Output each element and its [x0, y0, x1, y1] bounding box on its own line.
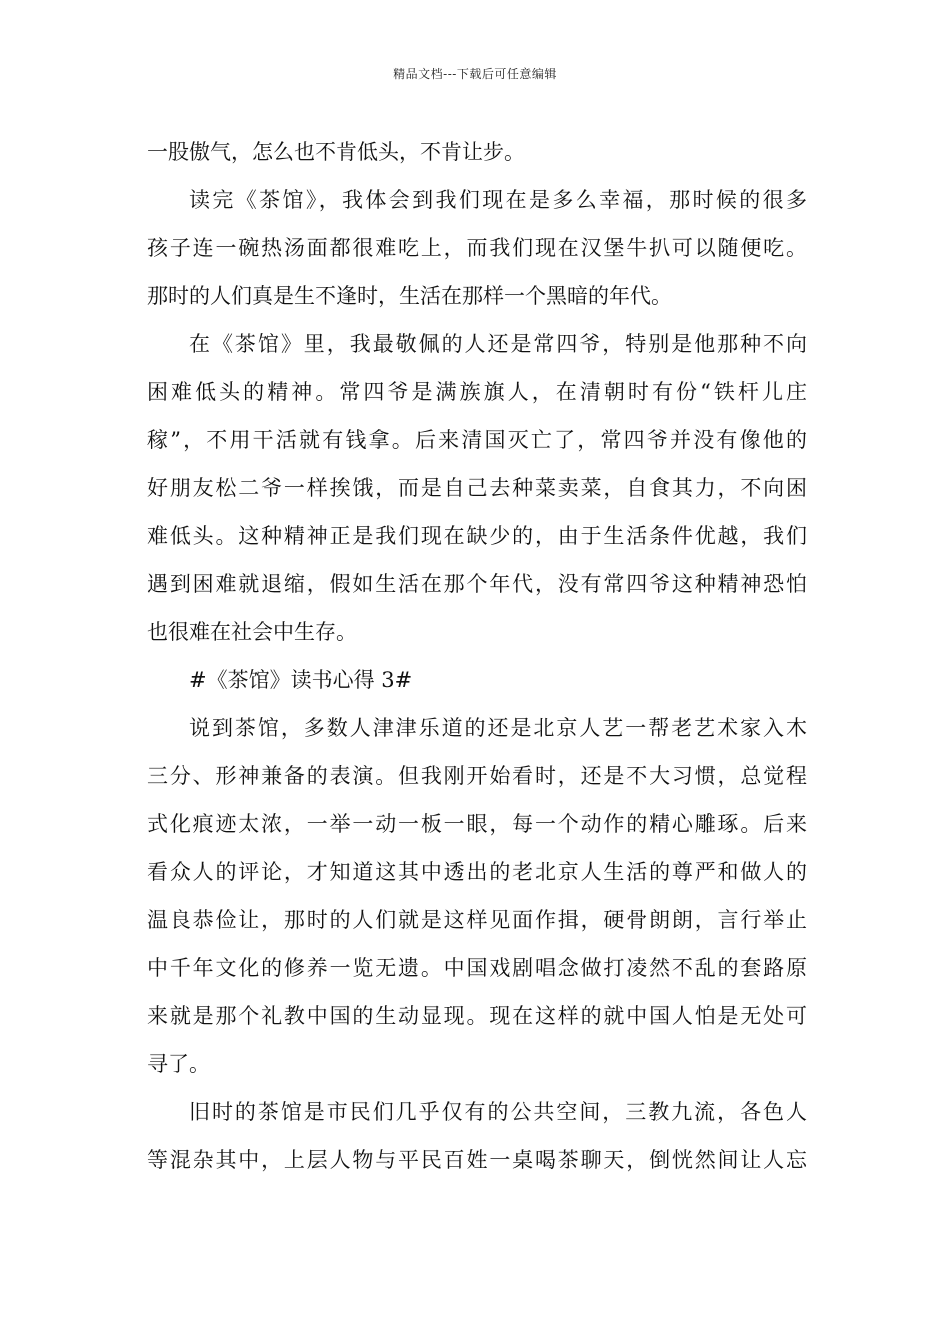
text-line: 好朋友松二爷一样挨饿，而是自己去种菜卖菜，自食其力，不向困 [147, 476, 807, 500]
text-line: 困难低头的精神。常四爷是满族旗人，在清朝时有份“铁杆儿庄 [147, 380, 807, 404]
text-line: 看众人的评论，才知道这其中透出的老北京人生活的尊严和做人的 [147, 860, 807, 884]
text-line: 式化痕迹太浓，一举一动一板一眼，每一个动作的精心雕琢。后来 [147, 812, 807, 836]
page-header: 精品文档---下载后可任意编辑 [393, 67, 557, 81]
text-line: 读完《茶馆》，我体会到我们现在是多么幸福，那时候的很多 [189, 188, 807, 212]
text-line: 寻了。 [147, 1052, 210, 1076]
text-line: 难低头。这种精神正是我们现在缺少的，由于生活条件优越，我们 [147, 524, 807, 548]
text-line: 也很难在社会中生存。 [147, 620, 357, 644]
text-line: #《茶馆》读书心得 3# [189, 668, 413, 692]
text-line: 一股傲气，怎么也不肯低头，不肯让步。 [147, 140, 525, 164]
text-line: 来就是那个礼教中国的生动显现。现在这样的就中国人怕是无处可 [147, 1004, 807, 1028]
text-line: 三分、形神兼备的表演。但我刚开始看时，还是不大习惯，总觉程 [147, 764, 807, 788]
text-line: 说到茶馆，多数人津津乐道的还是北京人艺一帮老艺术家入木 [189, 716, 807, 740]
text-line: 遇到困难就退缩，假如生活在那个年代，没有常四爷这种精神恐怕 [147, 572, 807, 596]
text-line: 旧时的茶馆是市民们几乎仅有的公共空间，三教九流，各色人 [189, 1100, 807, 1124]
text-line: 孩子连一碗热汤面都很难吃上，而我们现在汉堡牛扒可以随便吃。 [147, 236, 807, 260]
document-body [147, 128, 807, 1184]
text-line: 等混杂其中，上层人物与平民百姓一桌喝茶聊天，倒恍然间让人忘 [147, 1148, 807, 1172]
text-line: 中千年文化的修养一览无遗。中国戏剧唱念做打凌然不乱的套路原 [147, 956, 807, 980]
text-line: 那时的人们真是生不逢时，生活在那样一个黑暗的年代。 [147, 284, 672, 308]
text-line: 温良恭俭让，那时的人们就是这样见面作揖，硬骨朗朗，言行举止 [147, 908, 807, 932]
text-line: 在《茶馆》里，我最敬佩的人还是常四爷，特别是他那种不向 [189, 332, 807, 356]
text-line: 稼”，不用干活就有钱拿。后来清国灭亡了，常四爷并没有像他的 [147, 428, 807, 452]
